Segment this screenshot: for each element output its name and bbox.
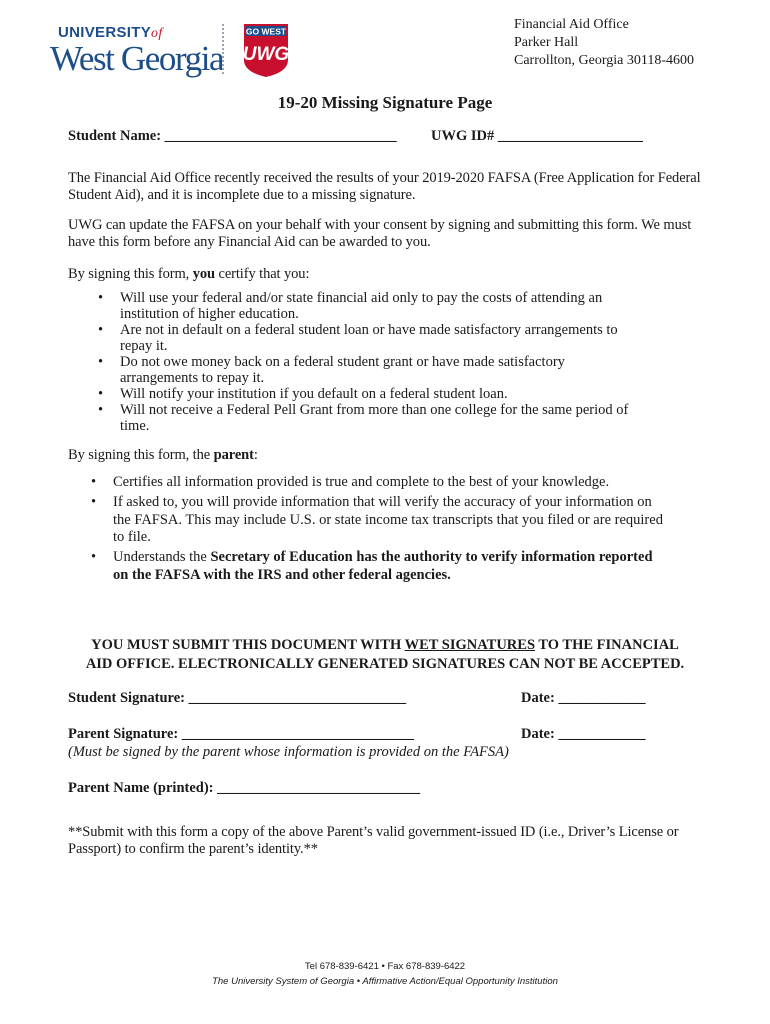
student-signature-field[interactable]: Student Signature: ______________________________ — [68, 690, 407, 706]
list-item: • Are not in default on a federal student loan or have made satisfactory arrangements to repay it. — [120, 322, 640, 354]
notice-line-1 — [0, 636, 770, 655]
badge-top-text: GO WEST — [245, 26, 287, 37]
parent-certify-prefix: By signing this form, the — [68, 447, 214, 463]
submit-id-note: **Submit with this form a copy of the above Parent’s valid government-issued ID (i.e., Driver’s License or Passport) to confirm the parent’s identity.** — [68, 824, 679, 857]
parent-date-field[interactable]: Date: ____________ — [521, 726, 646, 742]
list-item: • Will notify your institution if you default on a federal student loan. — [120, 386, 640, 402]
uwg-id-field[interactable]: UWG ID# ____________________ — [431, 128, 643, 144]
student-name-field[interactable]: Student Name: ________________________________ — [68, 128, 397, 144]
office-city: Carrollton, Georgia 30118-4600 — [514, 53, 695, 68]
notice-line-2: AID OFFICE. ELECTRONICALLY GENERATED SIGNATURES CAN NOT BE ACCEPTED. — [85, 656, 685, 672]
notice-line1-a: YOU MUST SUBMIT THIS DOCUMENT WITH — [91, 637, 405, 653]
office-name: Financial Aid Office — [514, 17, 629, 32]
parent-certify-list — [113, 474, 663, 587]
item3-bold: Secretary of Education has the authority to verify information reported on the FAFSA with the IRS and other federal agencies. — [113, 549, 653, 583]
parent-name-field[interactable]: Parent Name (printed): ____________________________ — [68, 780, 421, 796]
logo-divider — [222, 24, 224, 74]
office-building: Parker Hall — [514, 35, 579, 50]
item3-prefix: Understands the — [113, 549, 211, 565]
list-item: • Do not owe money back on a federal student grant or have made satisfactory arrangements to repay it. — [120, 354, 640, 386]
parent-certify-intro — [68, 447, 708, 464]
logo-of-text: of — [151, 26, 163, 41]
parent-signature-note: (Must be signed by the parent whose information is provided on the FAFSA) — [68, 744, 509, 760]
page-title: 19-20 Missing Signature Page — [277, 93, 493, 112]
footer-contact: Tel 678-839-6421 • Fax 678-839-6422 — [304, 961, 466, 972]
list-item: • Will use your federal and/or state financial aid only to pay the costs of attending an institution of higher education. — [120, 290, 640, 322]
parent-certify-bold: parent — [213, 447, 254, 463]
student-certify-bold: you — [192, 266, 215, 282]
notice-wet-signatures: WET SIGNATURES — [404, 637, 536, 653]
student-certify-prefix: By signing this form, — [68, 266, 193, 282]
go-west-badge-icon — [236, 22, 296, 78]
notice-line1-b: TO THE FINANCIAL — [535, 637, 679, 653]
list-item: • Will not receive a Federal Pell Grant from more than one college for the same period of time. — [120, 402, 640, 434]
student-date-field[interactable]: Date: ____________ — [521, 690, 646, 706]
badge-main-text: UWG — [242, 44, 290, 65]
logo-west-georgia: West Georgia — [50, 39, 224, 78]
footer-institution: The University System of Georgia • Affirmative Action/Equal Opportunity Institution — [212, 976, 558, 987]
student-certify-suffix: certify that you: — [214, 266, 310, 282]
list-item: • Certifies all information provided is true and complete to the best of your knowledge. — [113, 474, 663, 492]
consent-paragraph: UWG can update the FAFSA on your behalf with your consent by signing and submitting this form. We must have this form before any Financial Aid can be awarded to you. — [68, 217, 692, 250]
intro-paragraph: The Financial Aid Office recently received the results of your 2019-2020 FAFSA (Free Application for Federal Student Aid), and it is incomplete due to a missing signature. — [68, 170, 701, 203]
parent-certify-suffix: : — [253, 447, 258, 463]
wet-signature-notice — [0, 636, 770, 674]
list-item — [113, 549, 663, 584]
student-certify-list — [120, 290, 640, 434]
logo-university-text: UNIVERSITY — [58, 24, 152, 41]
office-address — [514, 16, 704, 70]
list-item: • If asked to, you will provide information that will verify the accuracy of your information on the FAFSA. This may include U.S. or state income tax transcripts that you filed or are required to file. — [113, 494, 663, 547]
university-logo — [48, 20, 308, 80]
student-certify-intro — [68, 266, 708, 283]
parent-signature-field[interactable]: Parent Signature: ________________________________ — [68, 726, 414, 742]
